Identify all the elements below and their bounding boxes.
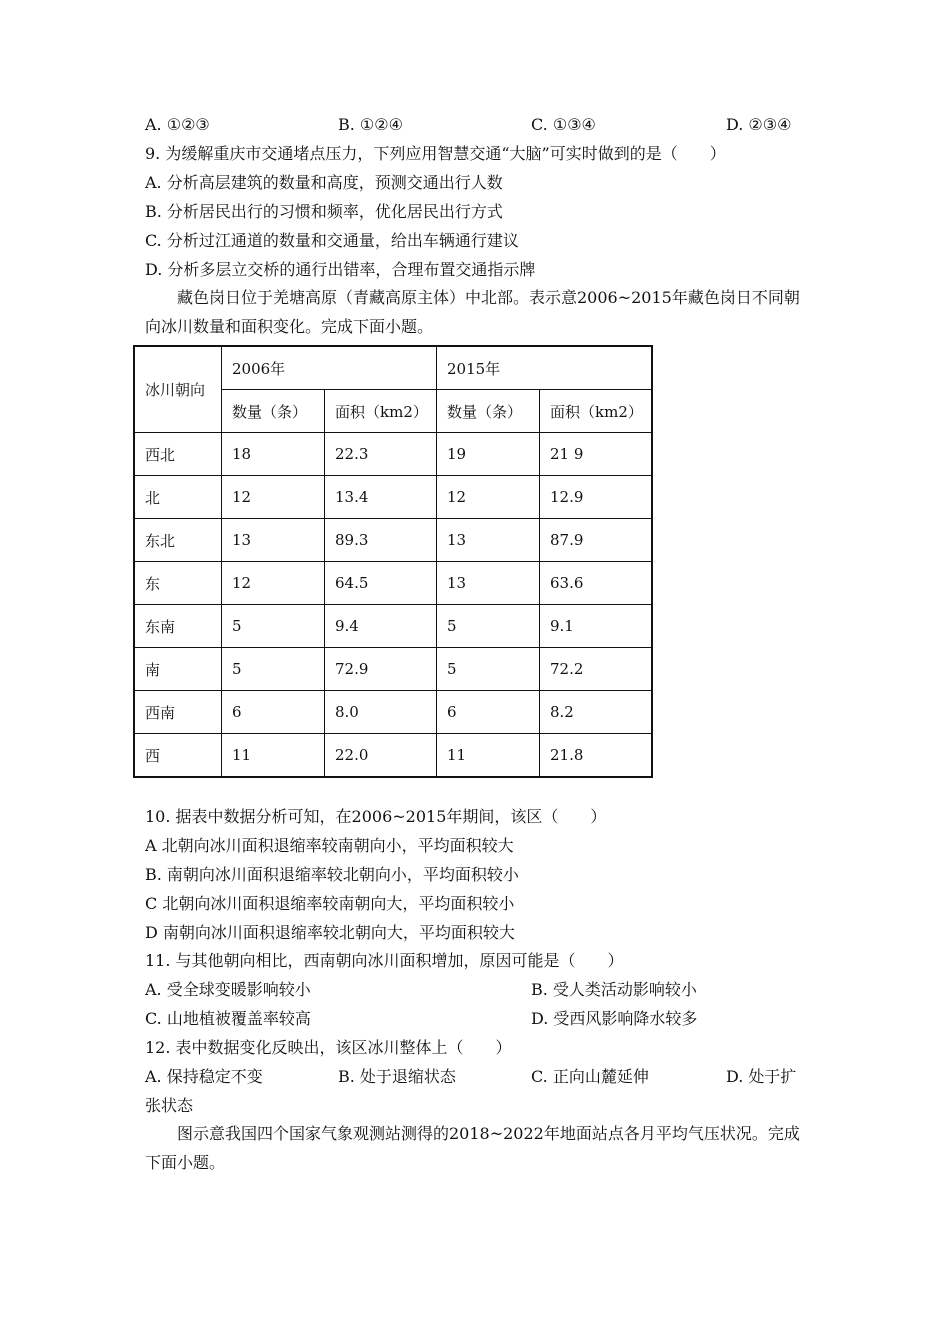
- table-row: [134, 734, 652, 778]
- q12-option-a: A. 保持稳定不变: [145, 1067, 263, 1086]
- q8-option-d: D. ②③④: [726, 115, 792, 134]
- q9-option-d: D. 分析多层立交桥的通行出错率，合理布置交通指示牌: [145, 260, 536, 279]
- pressure-intro: 图示意我国四个国家气象观测站测得的2018~2022年地面站点各月平均气压状况。完成下面小题。: [145, 1124, 800, 1172]
- header-orientation: 冰川朝向: [134, 346, 222, 433]
- q8-option-c: C. ①③④: [531, 115, 596, 134]
- cell-area-2006: 64.5: [325, 562, 437, 605]
- cell-count-2006: 5: [222, 648, 325, 691]
- cell-area-2015: 87.9: [540, 519, 653, 562]
- header-area-2006: 面积（km2）: [325, 390, 437, 433]
- cell-direction: 南: [134, 648, 222, 691]
- q8-option-a: A. ①②③: [145, 115, 210, 134]
- cell-area-2015: 12.9: [540, 476, 653, 519]
- cell-direction: 东: [134, 562, 222, 605]
- q10-option-c: C 北朝向冰川面积退缩率较南朝向大，平均面积较小: [145, 894, 515, 913]
- q11-option-c: C. 山地植被覆盖率较高: [145, 1009, 311, 1028]
- cell-count-2015: 12: [437, 476, 540, 519]
- q10-option-a: A 北朝向冰川面积退缩率较南朝向小，平均面积较大: [145, 836, 514, 855]
- cell-area-2006: 22.0: [325, 734, 437, 778]
- cell-count-2015: 5: [437, 648, 540, 691]
- header-year-2006: 2006年: [222, 346, 437, 390]
- q10-option-d: D 南朝向冰川面积退缩率较北朝向大，平均面积较大: [145, 923, 515, 942]
- cell-area-2006: 13.4: [325, 476, 437, 519]
- cell-count-2015: 11: [437, 734, 540, 778]
- q12-stem: 12. 表中数据变化反映出，该区冰川整体上（ ）: [145, 1038, 512, 1057]
- cell-count-2015: 19: [437, 433, 540, 476]
- q9-option-a: A. 分析高层建筑的数量和高度，预测交通出行人数: [145, 173, 503, 192]
- table-row: [134, 648, 652, 691]
- header-count-2015: 数量（条）: [437, 390, 540, 433]
- q11-option-a: A. 受全球变暖影响较小: [145, 980, 311, 999]
- cell-area-2006: 8.0: [325, 691, 437, 734]
- glacier-table: [133, 345, 653, 778]
- table-row: [134, 433, 652, 476]
- q8-option-b: B. ①②④: [338, 115, 403, 134]
- q11-option-b: B. 受人类活动影响较小: [531, 980, 697, 999]
- cell-area-2006: 72.9: [325, 648, 437, 691]
- cell-area-2015: 63.6: [540, 562, 653, 605]
- cell-count-2006: 11: [222, 734, 325, 778]
- q12-option-d: D. 处于扩: [726, 1067, 797, 1086]
- cell-count-2015: 13: [437, 562, 540, 605]
- q9-option-c: C. 分析过江通道的数量和交通量，给出车辆通行建议: [145, 231, 519, 250]
- table-row: [134, 605, 652, 648]
- cell-direction: 东北: [134, 519, 222, 562]
- q12-option-c: C. 正向山麓延伸: [531, 1067, 649, 1086]
- cell-area-2015: 21 9: [540, 433, 653, 476]
- glacier-intro: 藏色岗日位于羌塘高原（青藏高原主体）中北部。表示意2006~2015年藏色岗日不同朝向冰川数量和面积变化。完成下面小题。: [145, 288, 800, 336]
- cell-count-2015: 13: [437, 519, 540, 562]
- cell-area-2015: 21.8: [540, 734, 653, 778]
- q12-option-d-wrap: 张状态: [145, 1096, 194, 1115]
- q10-option-b: B. 南朝向冰川面积退缩率较北朝向小，平均面积较小: [145, 865, 519, 884]
- cell-direction: 西南: [134, 691, 222, 734]
- header-count-2006: 数量（条）: [222, 390, 325, 433]
- q12-option-b: B. 处于退缩状态: [338, 1067, 456, 1086]
- cell-count-2006: 18: [222, 433, 325, 476]
- cell-count-2006: 5: [222, 605, 325, 648]
- q9-option-b: B. 分析居民出行的习惯和频率，优化居民出行方式: [145, 202, 503, 221]
- q11-option-d: D. 受西风影响降水较多: [531, 1009, 698, 1028]
- header-year-2015: 2015年: [437, 346, 653, 390]
- cell-area-2015: 9.1: [540, 605, 653, 648]
- q11-stem: 11. 与其他朝向相比，西南朝向冰川面积增加，原因可能是（ ）: [145, 951, 624, 970]
- cell-count-2006: 13: [222, 519, 325, 562]
- q10-stem: 10. 据表中数据分析可知，在2006~2015年期间，该区（ ）: [145, 807, 607, 826]
- cell-direction: 东南: [134, 605, 222, 648]
- cell-count-2006: 6: [222, 691, 325, 734]
- cell-count-2006: 12: [222, 562, 325, 605]
- cell-direction: 西: [134, 734, 222, 778]
- header-area-2015: 面积（km2）: [540, 390, 653, 433]
- cell-direction: 西北: [134, 433, 222, 476]
- cell-area-2015: 8.2: [540, 691, 653, 734]
- cell-direction: 北: [134, 476, 222, 519]
- table-row: [134, 519, 652, 562]
- cell-area-2006: 22.3: [325, 433, 437, 476]
- cell-count-2006: 12: [222, 476, 325, 519]
- cell-area-2006: 89.3: [325, 519, 437, 562]
- table-row: [134, 476, 652, 519]
- cell-area-2015: 72.2: [540, 648, 653, 691]
- q9-stem: 9. 为缓解重庆市交通堵点压力，下列应用智慧交通“大脑”可实时做到的是（ ）: [145, 144, 726, 163]
- table-row: [134, 691, 652, 734]
- cell-count-2015: 5: [437, 605, 540, 648]
- cell-count-2015: 6: [437, 691, 540, 734]
- table-row: [134, 562, 652, 605]
- cell-area-2006: 9.4: [325, 605, 437, 648]
